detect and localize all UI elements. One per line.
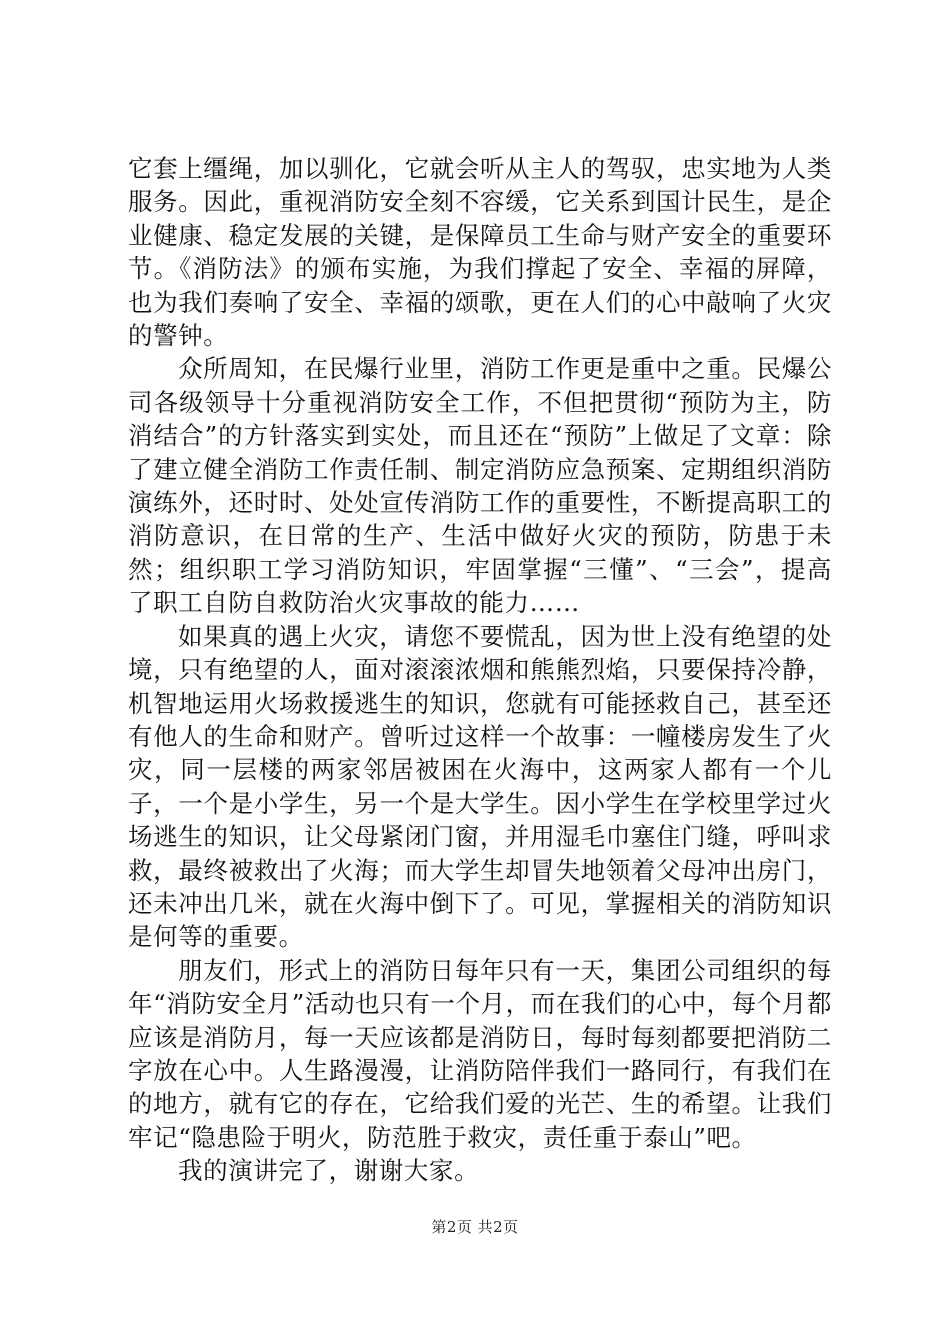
paragraph-fire-safety-month: 朋友们，形式上的消防日每年只有一天，集团公司组织的每年“消防安全月”活动也只有一个月，而在我们的心中，每个月都应该是消防月，每一天应该都是消防日，每时每刻都要把消防二字放在心中。人生路漫漫，让消防陪伴我们一路同行，有我们在的地方，就有它的存在，它给我们爱的光芒、生的希望。让我们牢记“隐患险于明火，防范胜于救灾，责任重于泰山”吧。 <box>128 955 832 1152</box>
paragraph-fire-escape-story: 如果真的遇上火灾，请您不要慌乱，因为世上没有绝望的处境，只有绝望的人，面对滚滚浓烟和熊熊烈焰，只要保持冷静，机智地运用火场救援逃生的知识，您就有可能拯救自己，甚至还有他人的生命和财产。曾听过这样一个故事：一幢楼房发生了火灾，同一层楼的两家邻居被困在火海中，这两家人都有一个儿子，一个是小学生，另一个是大学生。因小学生在学校里学过火场逃生的知识，让父母紧闭门窗，并用湿毛巾塞住门缝，呼叫求救，最终被救出了火海；而大学生却冒失地领着父母冲出房门，还未冲出几米，就在火海中倒下了。可见，掌握相关的消防知识是何等的重要。 <box>128 621 832 952</box>
page-footer <box>0 1216 950 1237</box>
document-body <box>128 152 832 1188</box>
paragraph-continuation: 它套上缰绳，加以驯化，它就会听从主人的驾驭，忠实地为人类服务。因此，重视消防安全刻不容缓，它关系到国计民生，是企业健康、稳定发展的关键，是保障员工生命与财产安全的重要环节。《消防法》的颁布实施，为我们撑起了安全、幸福的屏障，也为我们奏响了安全、幸福的颂歌，更在人们的心中敲响了火灾的警钟。 <box>128 154 832 351</box>
page-number-label: 第2页 共2页 <box>431 1218 519 1236</box>
paragraph-fire-safety-work: 众所周知，在民爆行业里，消防工作更是重中之重。民爆公司各级领导十分重视消防安全工作，不但把贯彻“预防为主，防消结合”的方针落实到实处，而且还在“预防”上做足了文章：除了建立健全消防工作责任制、制定消防应急预案、定期组织消防演练外，还时时、处处宣传消防工作的重要性，不断提高职工的消防意识，在日常的生产、生活中做好火灾的预防，防患于未然；组织职工学习消防知识，牢固掌握“三懂”、“三会”，提高了职工自防自救防治火灾事故的能力…… <box>128 354 832 618</box>
paragraph-closing: 我的演讲完了，谢谢大家。 <box>178 1156 480 1186</box>
